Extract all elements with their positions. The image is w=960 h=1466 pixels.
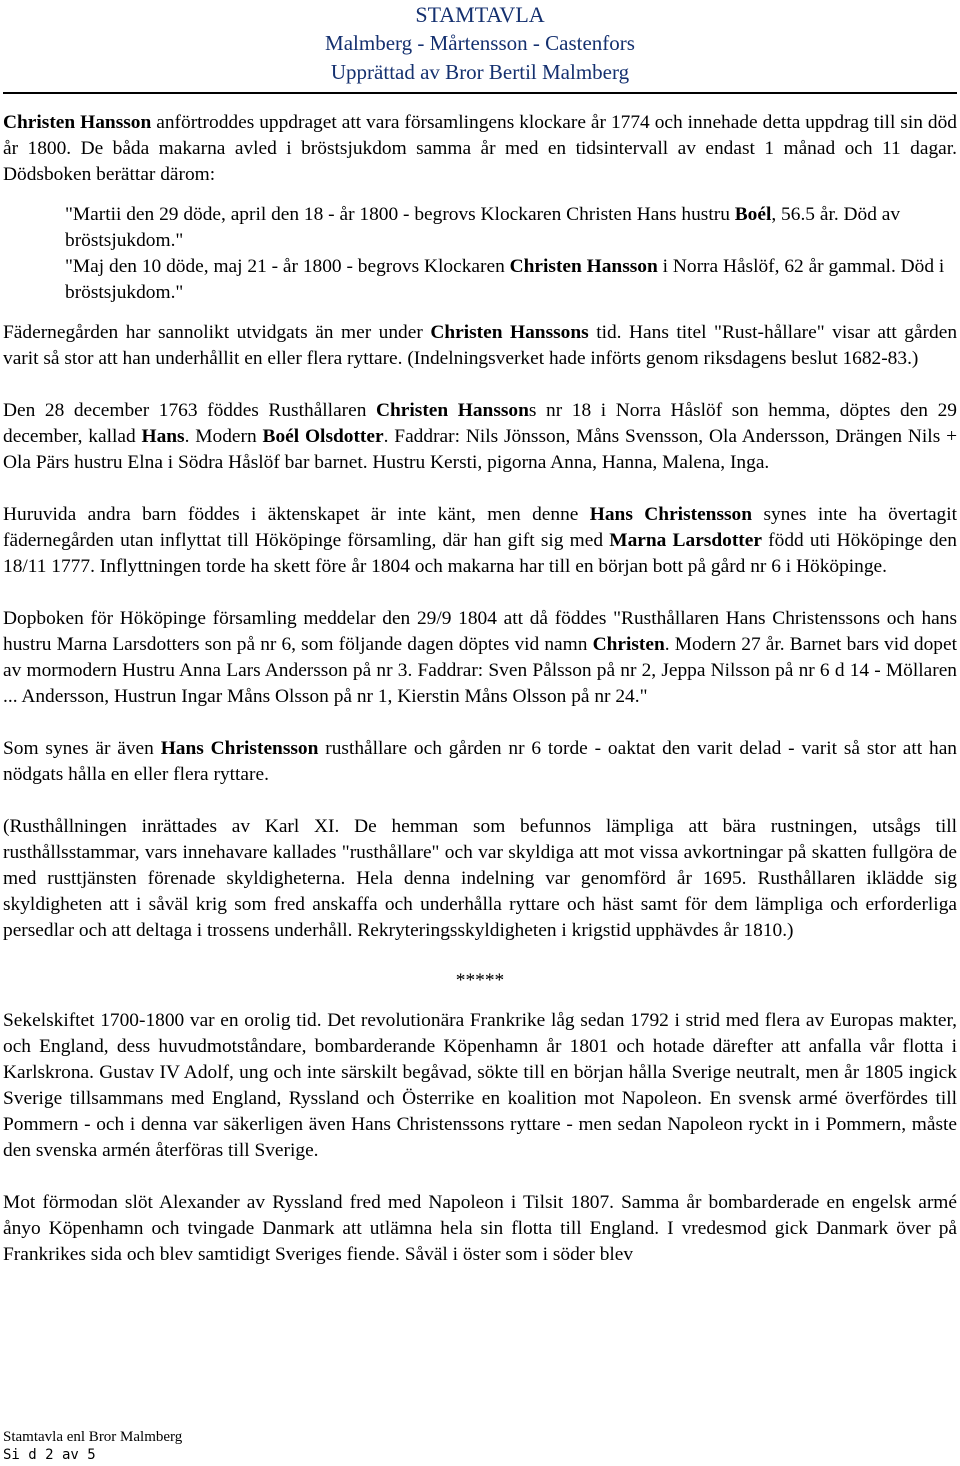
name-emphasis: Hans Christensson [589,504,753,525]
paragraph-text: . Modern [184,426,263,447]
header-divider [3,92,957,94]
quote-text: "Martii den 29 döde, april den 18 - år 1800 - begrovs Klockaren Christen Hans hustru [65,204,735,225]
paragraph-rusthallare [3,736,957,788]
quote-text: "Maj den 10 döde, maj 21 - år 1800 - begrovs Klockaren [65,256,510,277]
paragraph-sekelskiftet: Sekelskiftet 1700-1800 var en orolig tid. Det revolutionära Frankrike låg sedan 1792 i strid med flera av Europas makter, och England, dess huvudmotståndare, bombarderande Köpenhamn år 1801 och hotade därefter att anfalla vår flotta i Karlskrona. Gustav IV Adolf, ung och inte särskilt begåvad, sökte till en början hålla Sverige neutralt, men år 1805 ingick Sverige tillsammans med England, Ryssland och Österrike en koalition mot Napoleon. En svensk armé överfördes till Pommern - och i denna var säkerligen även Hans Christenssons ryttare - men sedan Napoleon ryckt in i Pommern, måste den svenska armén återföras till Sverige. [3,1010,957,1161]
paragraph-text: Den 28 december 1763 föddes Rusthållaren [3,400,377,421]
document-subtitle: Malmberg - Mårtensson - Castenfors [325,31,635,55]
paragraph-dopboken [3,606,957,710]
paragraph-tilsit: Mot förmodan slöt Alexander av Ryssland fred med Napoleon i Tilsit 1807. Samma år bombarderade en engelsk armé ånyo Köpenhamn och tvingade Danmark att utlämna hela sin flotta till England. I vredesmod gick Danmark över på Frankrikes sida och blev samtidigt Sveriges fiende. Såväl i öster som i söder blev [3,1192,957,1265]
paragraph-text: Huruvida andra barn föddes i äktenskapet är inte känt, men denne [3,504,590,525]
quote-text: , 56.5 år. Död av bröstsjukdom." [65,204,901,251]
section-separator: ***** [455,970,505,991]
name-emphasis: Marna Larsdotter [609,530,762,551]
quote-text: i Norra Håslöf, 62 år gammal. Död i bröstsjukdom." [65,256,945,303]
quote-death-record-2 [3,254,957,306]
name-emphasis: Christen Hansson [509,256,658,277]
name-emphasis: Christen Hanssons [430,322,589,343]
document-header [0,0,960,87]
footer-source: Stamtavla enl Bror Malmberg [3,1429,183,1445]
name-emphasis: Christen [592,634,665,655]
paragraph-text: anförtroddes uppdraget att vara församlingens klockare år 1774 och innehade detta uppdrag till sin död år 1800. De båda makarna avled i bröstsjukdom samma år med en tidsintervall av endast 1 månad och 11 dagar. Dödsboken berättar därom: [3,112,957,185]
paragraph-text: s nr 18 i Norra Håslöf son hemma, döptes den 29 december, kallad [3,400,957,447]
paragraph-birth-1763 [3,398,957,476]
name-emphasis: Boél [734,204,772,225]
paragraph-text: . Faddrar: Nils Jönsson, Måns Svensson, Ola Andersson, Drängen Nils + Ola Pärs hustru Elna i Södra Håslöf bar barnet. Hustru Kersti, pigorna Anna, Hanna, Malena, Inga. [3,426,958,473]
name-emphasis: Christen Hansson [376,400,529,421]
page-footer [3,1428,957,1464]
paragraph-text: . Modern 27 år. Barnet bars vid dopet av mormodern Hustru Anna Lars Andersson på nr 3. Faddrar: Sven Pålsson på nr 2, Jeppa Nilsson på nr 6 d 14 - Möllaren ... Andersson, Hustrun Ingar Måns Olsson på nr 1, Kierstin Måns Olsson på nr 24." [3,634,957,707]
paragraph-text: Som synes är även [3,738,161,759]
paragraph-christen-hansson [3,110,957,188]
name-emphasis: Boél Olsdotter [262,426,384,447]
paragraph-text: synes inte ha övertagit fädernegården utan inflyttat till Hököpinge församling, där han gift sig med [3,504,958,551]
document-body [3,110,957,1268]
paragraph-hans-christensson [3,502,957,580]
paragraph-text: Fädernegården har sannolikt utvidgats än mer under [3,322,431,343]
name-emphasis: Christen Hansson [3,112,152,133]
paragraph-faedernegarden [3,320,957,372]
paragraph-text: rusthållare och gården nr 6 torde - oaktat den varit delad - varit så stor att han nödgats hålla en eller flera ryttare. [3,738,957,785]
paragraph-text: tid. Hans titel "Rust-hållare" visar att gården varit så stor att han underhållit en eller flera ryttare. (Indelningsverket hade införts genom riksdagens beslut 1682-83.) [3,322,958,369]
paragraph-text: Dopboken för Hököpinge församling meddelar den 29/9 1804 att då föddes "Rusthållaren Hans Christenssons och hans hustru Marna Larsdotters son på nr 6, som följande dagen döptes vid namn [3,608,957,655]
paragraph-rusthallningen: (Rusthållningen inrättades av Karl XI. De hemman som befunnos lämpliga att bära rustningen, utsågs till rusthållsstammar, vars innehavare kallades "rusthållare" och var skyldiga att mot vissa avkortningar på skatten fullgöra de med rusttjänsten förenade skyldigheterna. Hela denna indelning var genomförd år 1695. Rusthållaren iklädde sig skyldigheten att i såväl krig som fred anskaffa och underhålla ryttare och häst samt för dem lämpliga och erforderliga persedlar och att deltaga i trossens underhåll. Rekryteringsskyldigheten i krigstid upphävdes år 1810.) [3,816,957,941]
name-emphasis: Hans Christensson [160,738,319,759]
quote-death-record-1 [3,202,957,254]
name-emphasis: Hans [141,426,185,447]
paragraph-text: född uti Hököpinge den 18/11 1777. Inflyttningen torde ha skett före år 1804 och makarna har till en början bott på gård nr 6 i Hököpinge. [3,530,957,577]
page-number: Si d 2 av 5 [3,1447,96,1463]
document-title: STAMTAVLA [415,2,545,27]
document-author: Upprättad av Bror Bertil Malmberg [330,60,630,84]
